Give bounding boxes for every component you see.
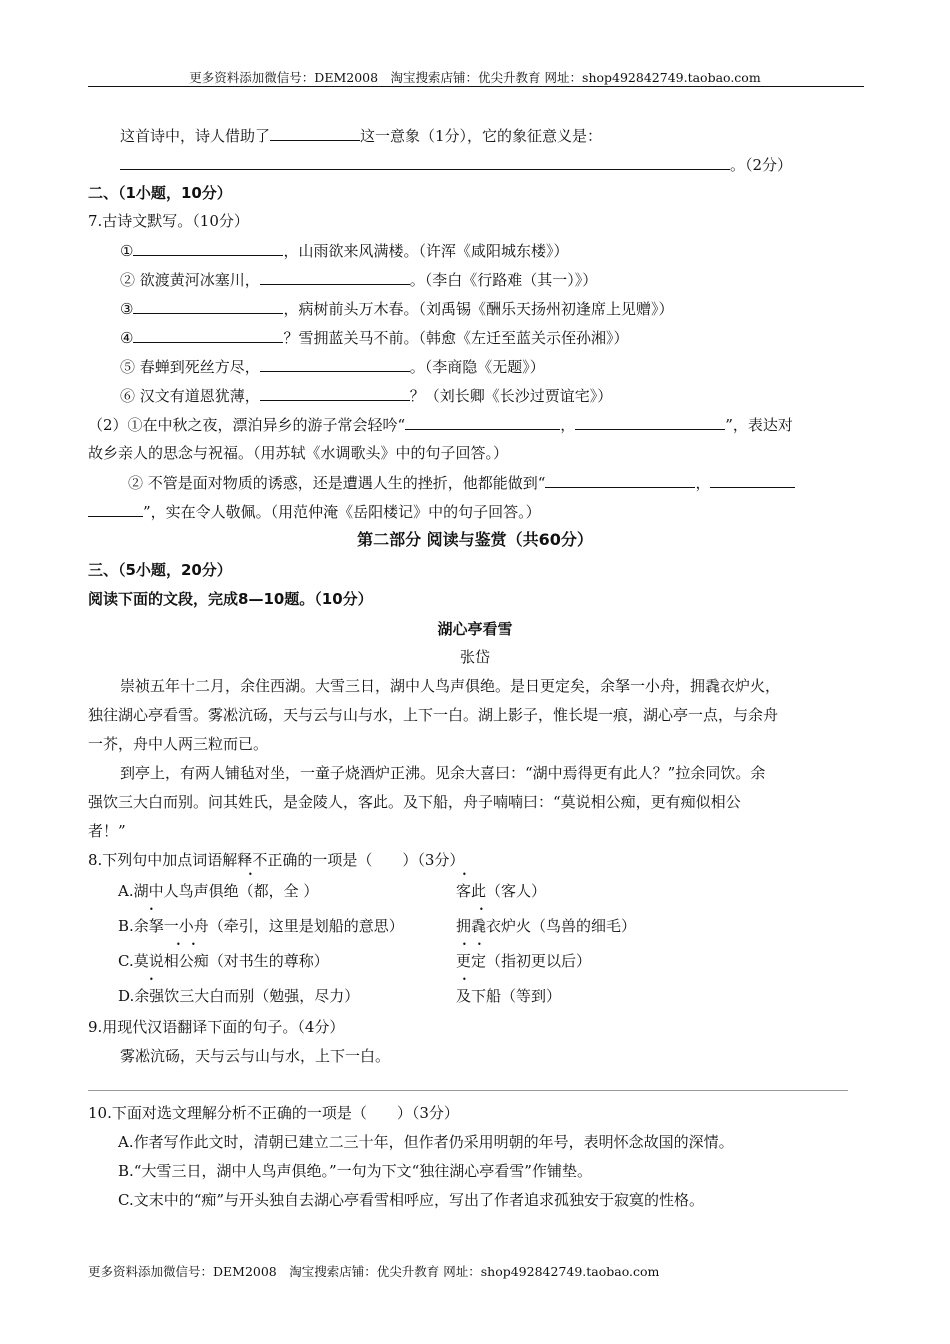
q7-item-1-post: ，山雨欲来风满楼。（许浑《咸阳城东楼》） [283, 242, 569, 260]
emphasis-dot: • [462, 975, 467, 984]
section3-instruction: 阅读下面的文段，完成8—10题。（10分） [88, 590, 373, 608]
q7-sub2-1-blank-b[interactable] [575, 413, 725, 430]
section3-heading: 三、（5小题，20分） [88, 561, 232, 579]
q-image-before: 这首诗中，诗人借助了 [120, 127, 271, 145]
q7-title: 7.古诗文默写。（10分） [88, 212, 249, 230]
q7-sub2-2-line2 [88, 500, 541, 523]
q7-sub2-2-lead: ② 不管是面对物质的诱惑，还是遭遇人生的挫折，他都能做到“ [128, 474, 546, 492]
q7-sub2-2-tail: ”，实在令人敬佩。（用范仲淹《岳阳楼记》中的句子回答。） [143, 503, 541, 521]
emphasis-dot: • [149, 905, 154, 914]
q7-item-2-post: 。（李白《行路难（其一）》） [409, 271, 598, 289]
article-author: 张岱 [459, 648, 490, 666]
q-image-line [120, 124, 602, 147]
q10-title: 10.下面对选文理解分析不正确的一项是（ ）（3分） [88, 1104, 459, 1122]
emphasis-dot: • [176, 940, 181, 949]
q7-item-2-pre: ② 欲渡黄河冰塞川， [120, 271, 260, 289]
para2-line3: 者！” [88, 822, 126, 840]
article-title: 湖心亭看雪 [437, 620, 513, 638]
part2-title: 第二部分 阅读与鉴赏（共60分） [357, 530, 593, 549]
emphasis-dot: • [477, 940, 482, 949]
q7-item-5 [120, 355, 545, 378]
q7-item-4-pre: ④ [120, 329, 134, 347]
q7-sub2-1-lead: （2）①在中秋之夜，漂泊异乡的游子常会轻吟“ [88, 416, 406, 434]
q7-sub2-1-comma: ， [560, 416, 576, 434]
q7-item-3-blank[interactable] [133, 297, 283, 314]
para1-line1: 崇祯五年十二月，余住西湖。大雪三日，湖中人鸟声俱绝。是日更定矣，余拏一小舟，拥毳衣炉火， [120, 677, 781, 695]
q8-option-a-left[interactable]: A.湖中人鸟声俱绝（都，全 ） [118, 882, 319, 900]
section2-heading: 二、（1小题，10分） [88, 184, 232, 202]
q8-option-d-left[interactable]: D.余强饮三大白而别（勉强，尽力） [118, 987, 360, 1005]
para1-line2: 独往湖心亭看雪。雾凇沆砀，天与云与山与水，上下一白。湖上影子，惟长堤一痕，湖心亭一点，与余舟 [88, 706, 779, 724]
emphasis-dot: • [149, 975, 154, 984]
q-image-end: 。（2分） [730, 156, 793, 174]
q7-item-1 [120, 239, 568, 262]
q-image-blank[interactable] [270, 124, 360, 141]
page-footer: 更多资料添加微信号：DEM2008 淘宝搜索店铺：优尖升教育 网址：shop492842749.taobao.com [88, 1264, 660, 1279]
emphasis-dot: • [462, 870, 467, 879]
q-image-after: 这一意象（1分），它的象征意义是： [360, 127, 603, 145]
q8-option-c-right: 更定（指初更以后） [456, 952, 592, 970]
q7-sub2-1-line2: 故乡亲人的思念与祝福。（用苏轼《水调歌头》中的句子回答。） [88, 444, 509, 462]
q7-item-6 [120, 384, 612, 407]
q7-item-5-pre: ⑤ 春蝉到死丝方尽， [120, 358, 260, 376]
q7-item-4 [120, 326, 628, 349]
q7-sub2-1-line1 [88, 413, 793, 436]
q8-option-a-right: 客此（客人） [456, 882, 547, 900]
q7-item-2 [120, 268, 597, 291]
q7-sub2-1-blank-a[interactable] [405, 413, 560, 430]
q7-item-6-post: ？（刘长卿《长沙过贾谊宅》） [409, 387, 613, 405]
q9-answer-line[interactable] [88, 1090, 848, 1091]
header-divider [88, 86, 864, 87]
emphasis-dot: • [479, 905, 484, 914]
emphasis-dot: • [248, 870, 253, 879]
q7-item-1-pre: ① [120, 242, 134, 260]
q7-item-1-blank[interactable] [133, 239, 283, 256]
q7-item-6-blank[interactable] [260, 384, 410, 401]
q7-item-6-pre: ⑥ 汉文有道恩犹薄， [120, 387, 260, 405]
q8-option-d-right: 及下船（等到） [456, 987, 562, 1005]
emphasis-dot: • [462, 940, 467, 949]
q7-item-5-blank[interactable] [260, 355, 410, 372]
q9-sentence: 雾凇沆砀，天与云与山与水，上下一白。 [120, 1047, 391, 1065]
q7-item-2-blank[interactable] [260, 268, 410, 285]
q8-title: 8.下列句中加点词语解释不正确的一项是（ ）（3分） [88, 851, 465, 869]
q8-option-b-right: 拥毳衣炉火（鸟兽的细毛） [456, 917, 637, 935]
q7-sub2-2-blank-a[interactable] [545, 471, 695, 488]
q8-option-c-left[interactable]: C.莫说相公痴（对书生的尊称） [118, 952, 329, 970]
q10-option-b[interactable]: B.“大雪三日，湖中人鸟声俱绝。”一句为下文“独往湖心亭看雪”作铺垫。 [118, 1162, 592, 1180]
q9-title: 9.用现代汉语翻译下面的句子。（4分） [88, 1018, 345, 1036]
page-header: 更多资料添加微信号：DEM2008 淘宝搜索店铺：优尖升教育 网址：shop492842749.taobao.com [189, 70, 761, 85]
q8-option-b-left[interactable]: B.余拏一小舟（牵引，这里是划船的意思） [118, 917, 404, 935]
q10-option-c[interactable]: C.文末中的“痴”与开头独自去湖心亭看雪相呼应，写出了作者追求孤独安于寂寞的性格。 [118, 1191, 705, 1209]
q7-sub2-2-comma: ， [695, 474, 711, 492]
q7-item-3-pre: ③ [120, 300, 134, 318]
q-image-answer-line [120, 153, 792, 176]
q7-sub2-2-blank-b2[interactable] [88, 500, 143, 517]
q10-option-a[interactable]: A.作者写作此文时，清朝已建立二三十年，但作者仍采用明朝的年号，表明怀念故国的深情。 [118, 1133, 734, 1151]
para2-line1: 到亭上，有两人铺毡对坐，一童子烧酒炉正沸。见余大喜曰：“湖中焉得更有此人？”拉余同饮。余 [120, 764, 766, 782]
q7-sub2-1-end: ”，表达对 [725, 416, 793, 434]
q7-item-3-post: ，病树前头万木春。（刘禹锡《酬乐天扬州初逢席上见赠》） [283, 300, 674, 318]
q7-item-4-blank[interactable] [133, 326, 283, 343]
emphasis-dot: • [191, 940, 196, 949]
para2-line2: 强饮三大白而别。问其姓氏，是金陵人，客此。及下船，舟子喃喃曰：“莫说相公痴，更有痴似相公 [88, 793, 741, 811]
q7-sub2-2-line1 [128, 471, 795, 494]
q-image-answer-blank[interactable] [120, 153, 730, 170]
q7-item-4-post: ？雪拥蓝关马不前。（韩愈《左迁至蓝关示侄孙湘》） [283, 329, 629, 347]
para1-line3: 一芥，舟中人两三粒而已。 [88, 735, 269, 753]
q7-item-5-post: 。（李商隐《无题》） [409, 358, 545, 376]
q7-sub2-2-blank-b1[interactable] [710, 471, 795, 488]
q7-item-3 [120, 297, 673, 320]
